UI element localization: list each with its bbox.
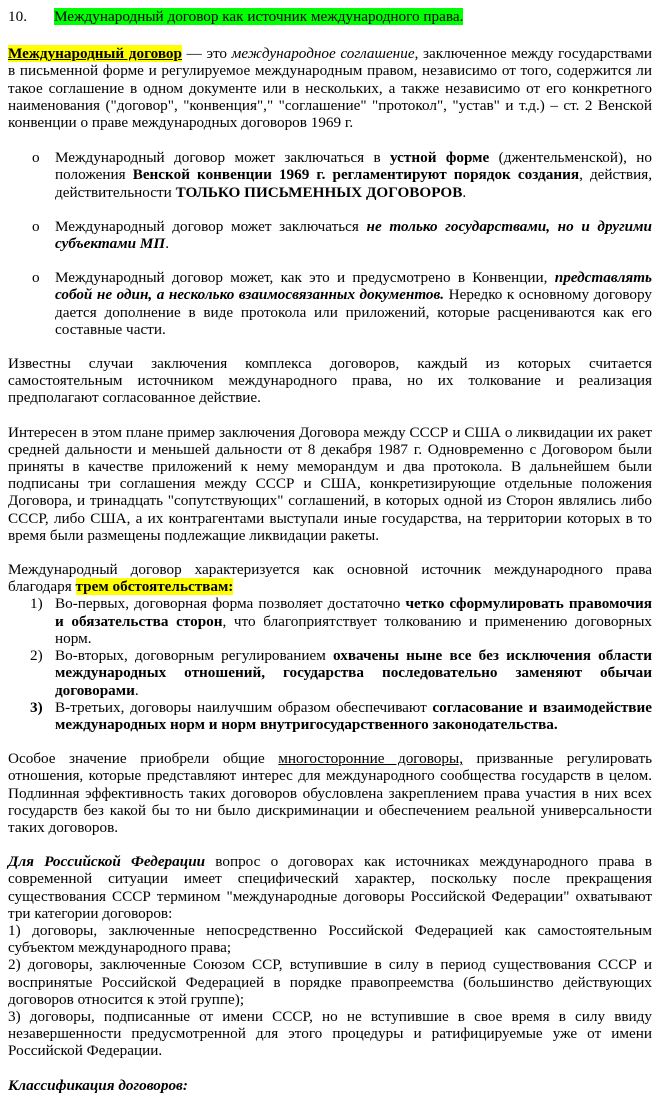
bullet-text: . [462, 183, 467, 201]
classification-title: Классификация договоров: [8, 1076, 188, 1094]
section-title: Международный договор как источник международного права. [54, 8, 464, 25]
bullet-bold-italic: не только государствами, но и другими субъектами МП [55, 217, 652, 253]
bullet-bold: Венской конвенции 1969 г. регламентируют порядок создания [132, 166, 580, 184]
section-heading [8, 8, 652, 25]
bullet-text: Международный договор может, как это и предусмотрено в Конвенции, [55, 269, 555, 287]
reason-bold: четко сформулировать правомочия и обязательства сторон [55, 595, 652, 630]
russia-bold-italic: Для Российской Федерации [8, 853, 206, 871]
bullet-text: . [165, 235, 169, 253]
bullet-marker: o [32, 149, 40, 167]
reason-bold: согласование и взаимодействие международных норм и норм внутригосударственного законодательства. [55, 698, 652, 733]
reason-text: Во-вторых, договорным регулированием [55, 647, 334, 665]
bullet-text: Международный договор может заключаться в [55, 149, 391, 167]
list-item [8, 699, 652, 733]
reason-marker: 1) [30, 595, 43, 613]
bullet-text: Нередко к основному договору дается дополнение в виде протокола или приложений, которые расцениваются как его составные части. [55, 286, 652, 338]
bullet-bold: устной форме [390, 149, 490, 167]
list-item [8, 595, 652, 647]
reason-text: , что благоприятствует толкованию и применению договорных норм. [55, 612, 652, 647]
paragraph-main-source [8, 561, 652, 595]
reason-text: Во-первых, договорная форма позволяет достаточно [55, 595, 406, 613]
reason-marker: 3) [30, 698, 43, 716]
definition-term: Международный договор [8, 45, 182, 63]
russia-text: вопрос о договорах как источниках международного права в современной ситуации имеет специфический характер, поскольку после прекращения существования СССР термином "международные договоры Российской Федерации" охватывают три категории договоров: [8, 853, 652, 922]
definition-text-2: , заключенное между государствами в письменной форме и регулируемое международным правом, независимо от того, содержится ли такое соглашение в одном документе или в нескольких, а также независимо от его конкретного наименования ("договор", "конвенция"," "соглашение" "протокол", "устав" и т.д.) – ст. 2 Венской конвенции о праве международных договоров 1969 г. [8, 45, 652, 132]
bullet-text: , действия, действительности [55, 166, 653, 201]
section-number: 10. [8, 8, 27, 25]
category-item: 2) договоры, заключенные Союзом ССР, вступившие в силу в период существования СССР и воспринятые Российской Федерацией в порядке правопреемства (большинство действующих договоров относится к этой группе); [8, 956, 652, 1008]
reason-bold: охвачены ныне все без исключения области международных отношений, государства последовательно заменяют обычаи договорами [55, 647, 652, 699]
multilateral-text-1: Особое значение приобрели общие [8, 750, 279, 768]
bullet-marker: o [32, 269, 40, 287]
classification-heading [8, 1077, 652, 1094]
list-item [8, 647, 652, 699]
bullet-text: (джентельменской), но положения [55, 149, 652, 184]
features-list [8, 149, 652, 338]
paragraph-example: Интересен в этом плане пример заключения Договора между СССР и США о ликвидации их ракет средней дальности и меньшей дальности от 8 декабря 1987 г. Одновременно с Договором были приняты в качестве приложений к нему меморандум и два протокола. В дальнейшем были подписаны три соглашения между СССР и США, конкретизирующие отдельные положения Договора, и тринадцать "сопутствующих" соглашений, в которых одной из Сторон являлись либо СССР, либо США, а их контрагентами выступали иные государства, на территории которых в то время были размещены подлежащие ликвидации ракеты. [8, 423, 652, 544]
bullet-text: Международный договор может заключаться [55, 217, 367, 235]
paragraph-russia [8, 853, 652, 922]
bullet-marker: o [32, 217, 40, 235]
reasons-list [8, 595, 652, 733]
main-source-text: Международный договор характеризуется как основной источник международного права благодаря [8, 561, 652, 596]
reason-marker: 2) [30, 647, 43, 665]
list-item [8, 218, 652, 252]
reason-text: . [134, 681, 139, 699]
category-item: 1) договоры, заключенные непосредственно Российской Федерацией как самостоятельным субъектом международного права; [8, 921, 652, 957]
main-source-highlight: трем обстоятельствам: [75, 578, 234, 596]
list-item [8, 149, 652, 201]
paragraph-complex: Известны случаи заключения комплекса договоров, каждый из которых считается самостоятельным источником международного права, но их толкование и реализация предполагают согласованное действие. [8, 355, 652, 407]
bullet-bold: ТОЛЬКО ПИСЬМЕННЫХ ДОГОВОРОВ [175, 183, 463, 201]
reason-text: В-третьих, договоры наилучшим образом обеспечивают [55, 698, 433, 716]
bullet-bold-italic: представлять собой не один, а несколько взаимосвязанных документов. [55, 269, 652, 304]
category-item: 3) договоры, подписанные от имени СССР, но не вступившие в свое время в силу ввиду незавершенности предусмотренной для этого процедуры и ратифицируемые уже от имени Российской Федерации. [8, 1007, 652, 1060]
paragraph-multilateral [8, 750, 652, 836]
definition-italic: международное соглашение [231, 45, 415, 63]
multilateral-text-2: призванные регулировать отношения, которые представляют интерес для международного сообщества государств в целом. Подлинная эффективность таких договоров обусловлена закреплением права участия в них всех государств без какой бы то ни было дискриминации и обеспечением реальной универсальности таких договоров. [8, 750, 653, 836]
definition-text-1: — это [181, 45, 232, 63]
list-item [8, 269, 652, 338]
multilateral-underlined: многосторонние договоры, [278, 750, 463, 768]
definition-paragraph [8, 45, 652, 131]
